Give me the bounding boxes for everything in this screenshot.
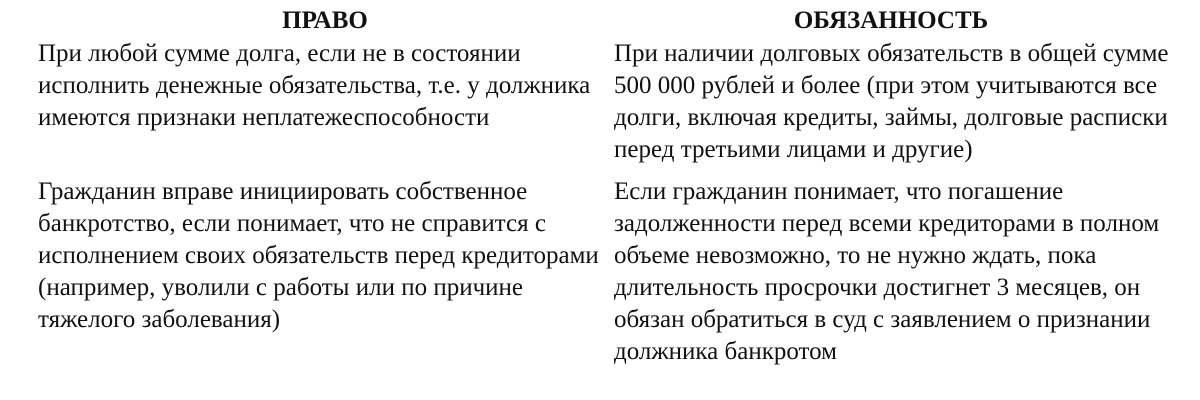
row-1-right-text: При любой сумме долга, если не в состоянии исполнить денежные обязательства, т.е. у должника имеются признаки неплатежеспособности xyxy=(38,40,591,131)
rights-obligations-table xyxy=(38,6,1170,376)
table-row xyxy=(38,174,1170,376)
table-row xyxy=(38,38,1170,174)
header-right: ПРАВО xyxy=(282,7,368,34)
row-1-obligation-text: При наличии долговых обязательств в общей сумме 500 000 рублей и более (при этом учитываются все долги, включая кредиты, займы, долговые расписки перед третьими лицами и другие) xyxy=(614,40,1169,163)
row-2-right-text: Гражданин вправе инициировать собственное банкротство, если понимает, что не справится с исполнением своих обязательств перед кредиторами (например, уволили с работы или по причине тяжелого заболевания) xyxy=(38,178,599,333)
header-obligation: ОБЯЗАННОСТЬ xyxy=(793,7,989,34)
table-header-row xyxy=(38,6,1170,38)
row-2-obligation-text: Если гражданин понимает, что погашение задолженности перед всеми кредиторами в полном объеме невозможно, то не нужно ждать, пока длительность просрочки достигнет 3 месяцев, он обязан обратиться в суд с заявлением о признании должника банкротом xyxy=(614,178,1160,365)
